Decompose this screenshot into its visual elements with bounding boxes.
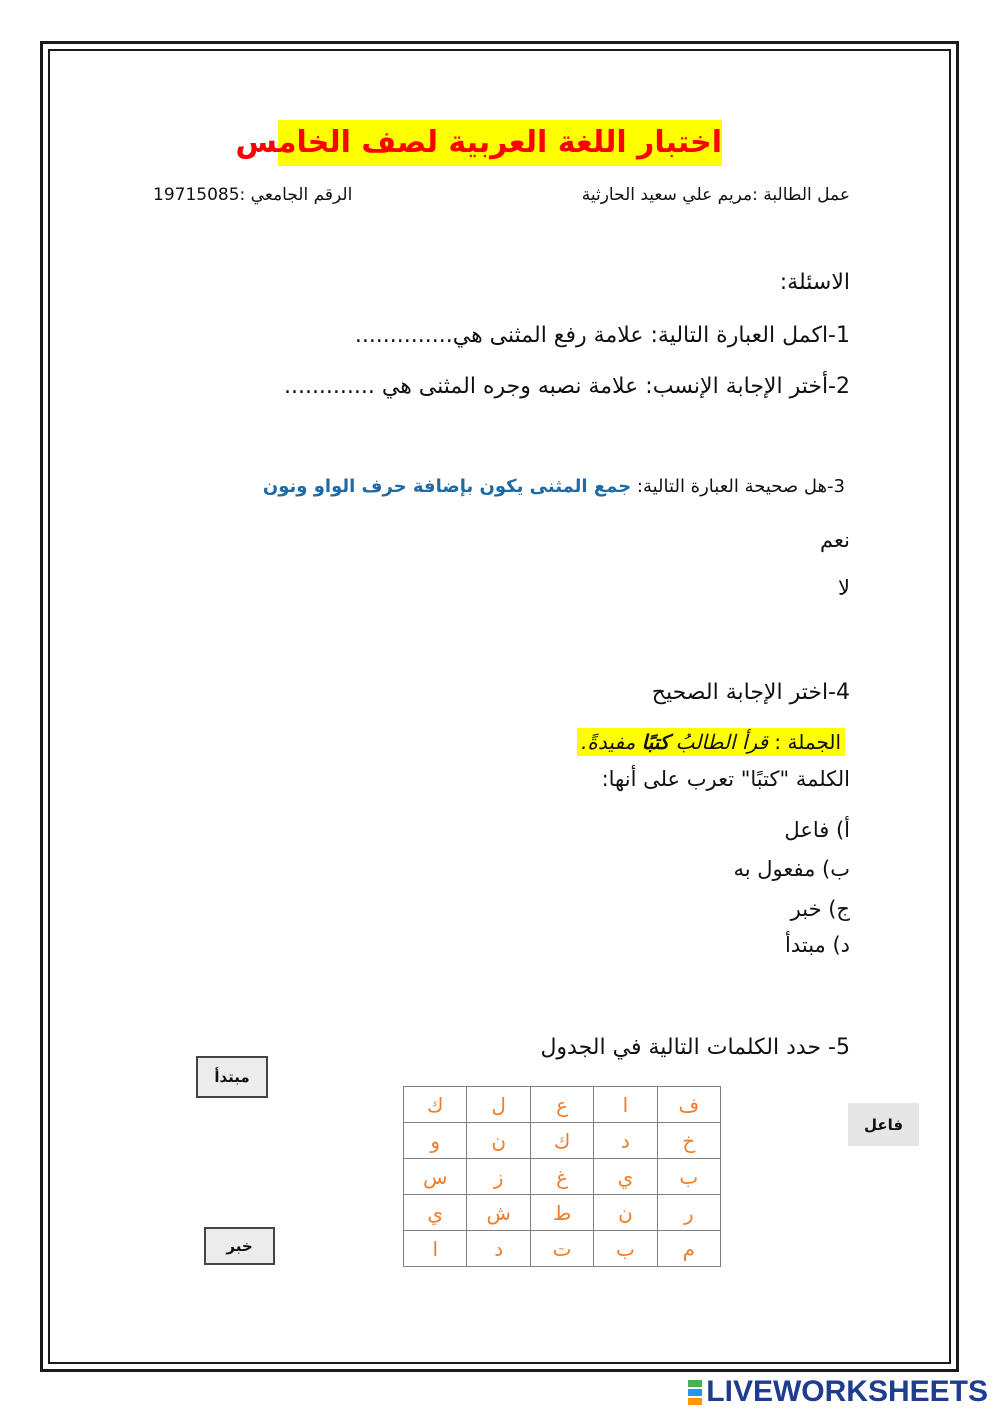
grid-cell[interactable]: ف bbox=[657, 1087, 720, 1123]
question-5: 5- حدد الكلمات التالية في الجدول bbox=[540, 1035, 850, 1060]
student-name: عمل الطالبة :مريم علي سعيد الحارثية bbox=[581, 185, 850, 205]
question-3-prefix: 3-هل صحيحة العبارة التالية: bbox=[631, 476, 845, 497]
sentence-target-word: كتبًا bbox=[641, 730, 670, 754]
grid-cell[interactable]: س bbox=[404, 1159, 467, 1195]
grid-cell[interactable]: ت bbox=[530, 1231, 593, 1267]
grid-cell[interactable]: د bbox=[467, 1231, 530, 1267]
grid-row bbox=[404, 1123, 721, 1159]
question-3 bbox=[263, 476, 845, 497]
grid-cell[interactable]: ي bbox=[594, 1159, 657, 1195]
grid-cell[interactable]: ن bbox=[594, 1195, 657, 1231]
label-mubtada[interactable]: مبتدأ bbox=[196, 1056, 268, 1098]
grid-cell[interactable]: ن bbox=[467, 1123, 530, 1159]
grid-row bbox=[404, 1231, 721, 1267]
grid-row bbox=[404, 1159, 721, 1195]
sentence-part-a: قرأ الطالبُ bbox=[669, 730, 769, 754]
word-search-grid bbox=[403, 1086, 721, 1267]
liveworksheets-logo bbox=[688, 1375, 988, 1409]
grid-cell[interactable]: ط bbox=[530, 1195, 593, 1231]
grid-cell[interactable]: ا bbox=[404, 1231, 467, 1267]
question-3-statement: جمع المثنى يكون بإضافة حرف الواو ونون bbox=[262, 476, 632, 497]
question-4-sentence bbox=[577, 728, 845, 756]
answer-no[interactable]: لا bbox=[838, 576, 850, 600]
grid-row bbox=[404, 1087, 721, 1123]
questions-heading: الاسئلة: bbox=[779, 270, 850, 295]
grid-cell[interactable]: و bbox=[404, 1123, 467, 1159]
option-a[interactable]: أ) فاعل bbox=[784, 818, 850, 842]
grid-cell[interactable]: ب bbox=[594, 1231, 657, 1267]
grid-cell[interactable]: ي bbox=[404, 1195, 467, 1231]
grid-cell[interactable]: ب bbox=[657, 1159, 720, 1195]
question-4: 4-اختر الإجابة الصحيح bbox=[651, 680, 850, 705]
grid-cell[interactable]: غ bbox=[530, 1159, 593, 1195]
grid-cell[interactable]: ا bbox=[594, 1087, 657, 1123]
grid-cell[interactable]: م bbox=[657, 1231, 720, 1267]
question-1: 1-اكمل العبارة التالية: علامة رفع المثنى هي.............. bbox=[354, 323, 850, 348]
university-id: الرقم الجامعي :19715085 bbox=[153, 185, 353, 205]
grid-cell[interactable]: ك bbox=[530, 1123, 593, 1159]
answer-yes[interactable]: نعم bbox=[820, 528, 850, 552]
label-khabar[interactable]: خبر bbox=[204, 1227, 275, 1265]
label-fael[interactable]: فاعل bbox=[848, 1103, 919, 1146]
grid-cell[interactable]: ز bbox=[467, 1159, 530, 1195]
sentence-part-c: مفيدةً. bbox=[581, 730, 642, 754]
liveworksheets-icon bbox=[688, 1379, 702, 1406]
grid-cell[interactable]: ش bbox=[467, 1195, 530, 1231]
option-d[interactable]: د) مبتدأ bbox=[785, 933, 850, 957]
brand-name: LIVEWORKSHEETS bbox=[706, 1375, 988, 1408]
worksheet-title: اختبار اللغة العربية لصف الخامس bbox=[278, 120, 722, 166]
grid-cell[interactable]: ر bbox=[657, 1195, 720, 1231]
grid-cell[interactable]: ل bbox=[467, 1087, 530, 1123]
grid-cell[interactable]: ك bbox=[404, 1087, 467, 1123]
grid-cell[interactable]: ع bbox=[530, 1087, 593, 1123]
option-c[interactable]: ج) خبر bbox=[790, 897, 850, 921]
sentence-label: الجملة : bbox=[768, 730, 841, 754]
question-2: 2-أختر الإجابة الإنسب: علامة نصبه وجره المثنى هي ............. bbox=[283, 374, 850, 399]
grid-cell[interactable]: خ bbox=[657, 1123, 720, 1159]
question-4-prompt: الكلمة "كتبًا" تعرب على أنها: bbox=[601, 767, 850, 791]
grid-row bbox=[404, 1195, 721, 1231]
option-b[interactable]: ب) مفعول به bbox=[733, 857, 850, 881]
grid-cell[interactable]: د bbox=[594, 1123, 657, 1159]
